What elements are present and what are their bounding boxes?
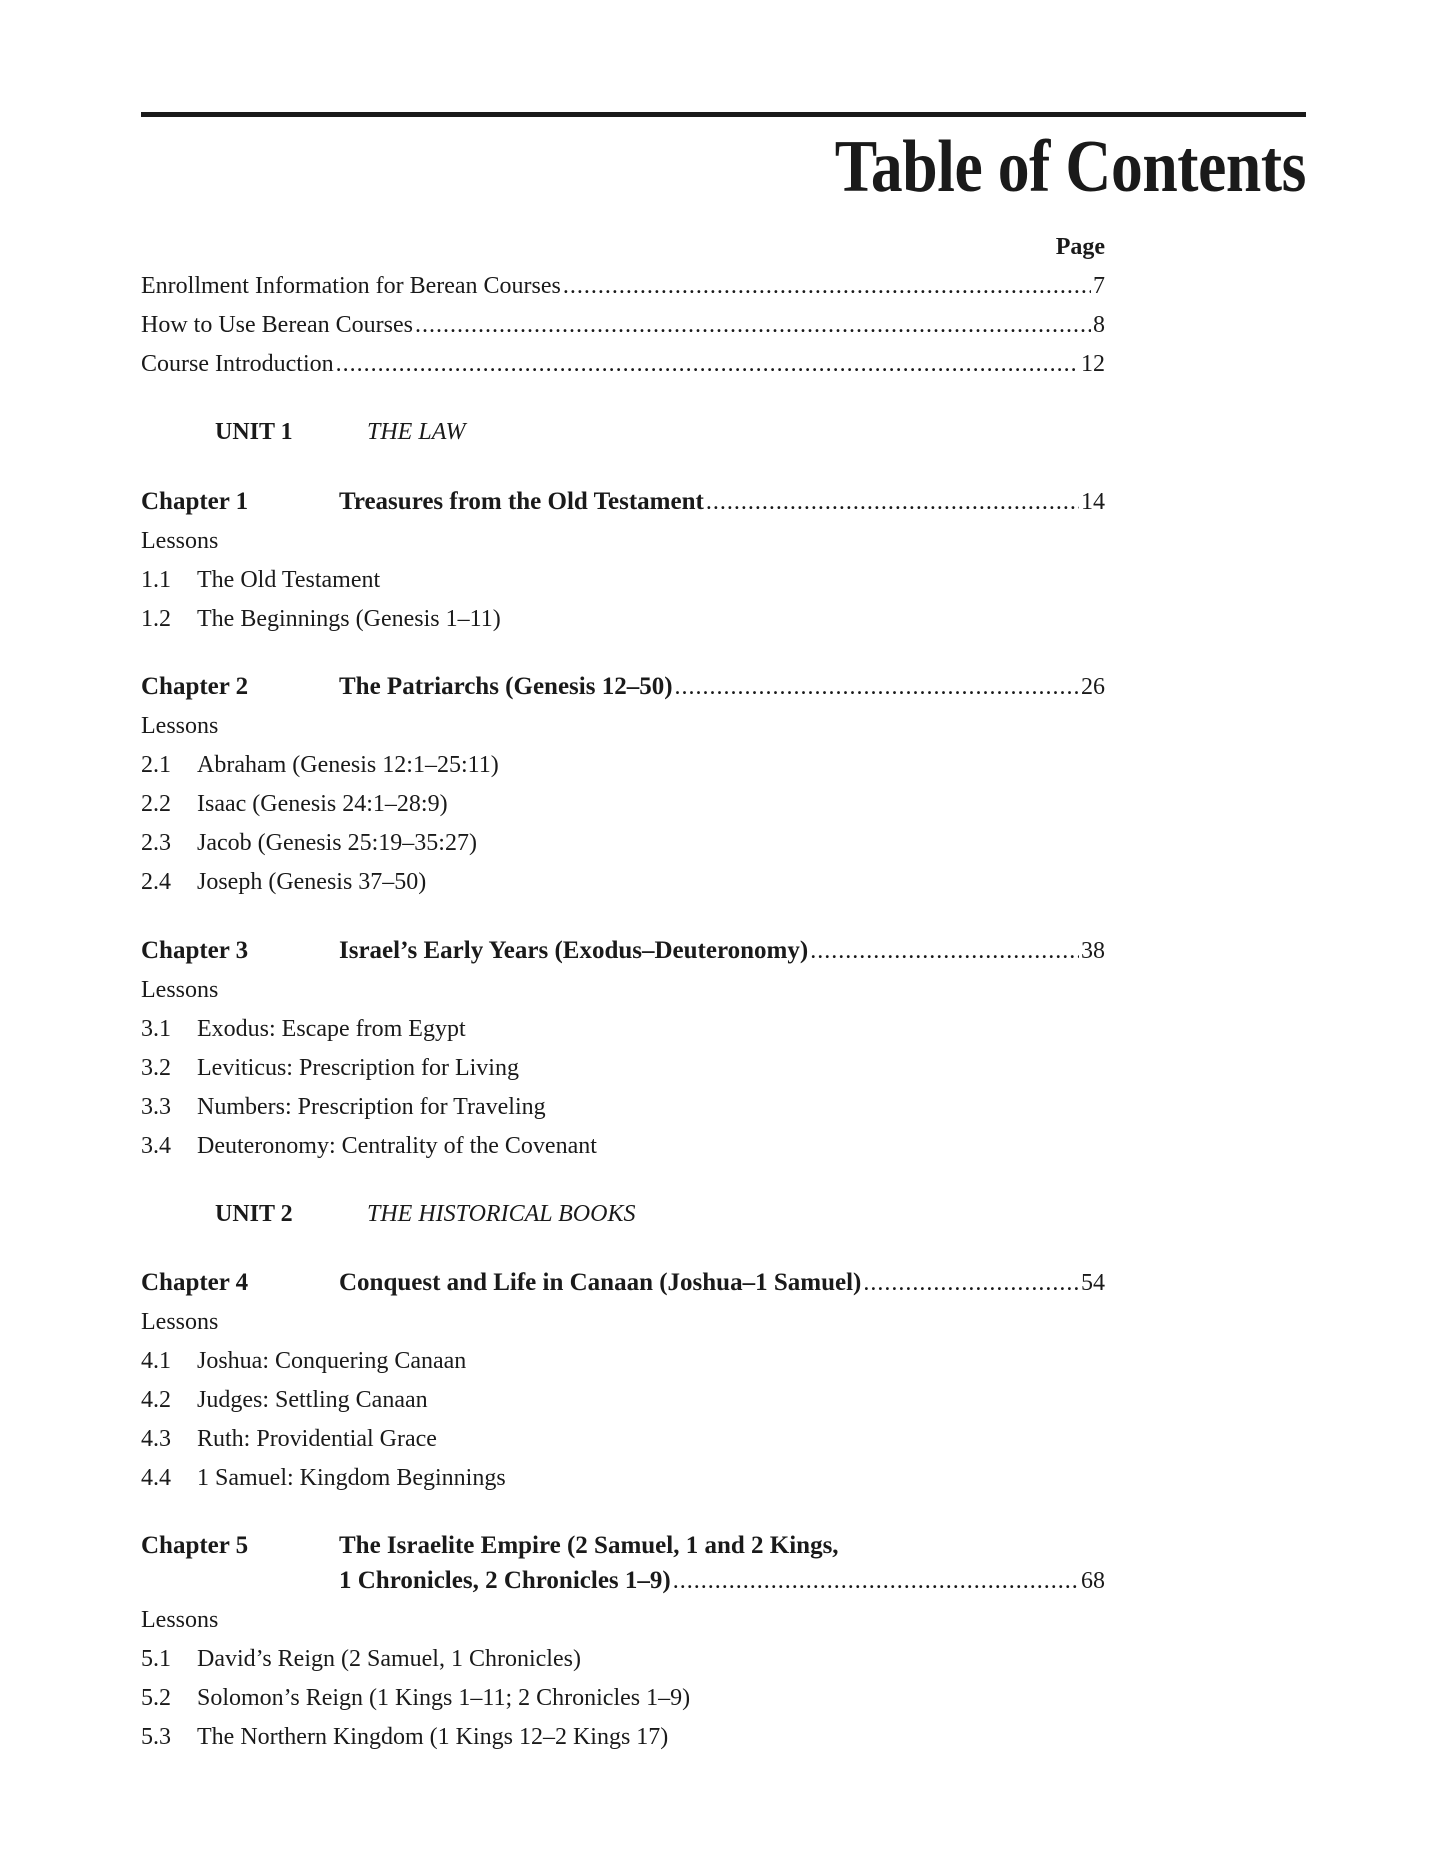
lesson-item bbox=[141, 1462, 506, 1494]
lesson-item bbox=[141, 1384, 428, 1416]
chapter-page: 68 bbox=[1081, 1568, 1105, 1594]
dot-leader bbox=[675, 671, 1079, 703]
chapter-entry[interactable] bbox=[141, 935, 1105, 967]
chapter-title: Israel’s Early Years (Exodus–Deuteronomy) bbox=[339, 937, 809, 964]
lesson-item bbox=[141, 1345, 466, 1377]
unit-label: UNIT 2 bbox=[215, 1201, 293, 1227]
lesson-title: 1 Samuel: Kingdom Beginnings bbox=[197, 1465, 506, 1491]
chapter-title-line-2 bbox=[339, 1565, 1105, 1597]
lesson-number: 4.4 bbox=[141, 1465, 171, 1491]
lesson-title: Ruth: Providential Grace bbox=[197, 1426, 437, 1452]
unit-heading bbox=[215, 416, 465, 448]
chapter-label: Chapter 3 bbox=[141, 937, 249, 964]
toc-entry[interactable] bbox=[141, 348, 1105, 380]
lessons-heading: Lessons bbox=[141, 528, 219, 554]
lesson-title: Jacob (Genesis 25:19–35:27) bbox=[197, 830, 477, 856]
chapter-title-line bbox=[339, 935, 1105, 967]
page-column-label: Page bbox=[1055, 234, 1105, 260]
chapter-page: 14 bbox=[1081, 489, 1105, 515]
lesson-item bbox=[141, 1091, 546, 1123]
dot-leader bbox=[563, 270, 1091, 302]
lesson-title: Numbers: Prescription for Traveling bbox=[197, 1094, 546, 1120]
chapter-label: Chapter 2 bbox=[141, 673, 249, 700]
lesson-item bbox=[141, 788, 448, 820]
lesson-title: Exodus: Escape from Egypt bbox=[197, 1016, 466, 1042]
chapter-entry[interactable] bbox=[141, 1267, 1105, 1299]
lessons-heading: Lessons bbox=[141, 977, 219, 1003]
chapter-label: Chapter 4 bbox=[141, 1269, 249, 1296]
lesson-number: 2.3 bbox=[141, 830, 171, 856]
lesson-number: 4.2 bbox=[141, 1387, 171, 1413]
dot-leader bbox=[336, 348, 1079, 380]
lesson-item bbox=[141, 1130, 597, 1162]
lesson-item bbox=[141, 1721, 668, 1753]
lesson-item bbox=[141, 1013, 466, 1045]
chapter-entry-continued[interactable] bbox=[141, 1565, 1105, 1597]
lesson-item bbox=[141, 827, 477, 859]
lesson-number: 5.1 bbox=[141, 1646, 171, 1672]
dot-leader bbox=[810, 935, 1079, 967]
lesson-number: 3.1 bbox=[141, 1016, 171, 1042]
chapter-page: 26 bbox=[1081, 674, 1105, 700]
lesson-title: The Beginnings (Genesis 1–11) bbox=[197, 606, 501, 632]
unit-name: THE HISTORICAL BOOKS bbox=[367, 1201, 636, 1227]
chapter-title: Treasures from the Old Testament bbox=[339, 488, 704, 515]
unit-label: UNIT 1 bbox=[215, 419, 293, 445]
toc-entry[interactable] bbox=[141, 270, 1105, 302]
dot-leader bbox=[673, 1565, 1079, 1597]
lesson-number: 2.4 bbox=[141, 869, 171, 895]
chapter-label: Chapter 1 bbox=[141, 488, 249, 515]
lesson-title: Abraham (Genesis 12:1–25:11) bbox=[197, 752, 499, 778]
lesson-item bbox=[141, 1052, 519, 1084]
lessons-heading: Lessons bbox=[141, 1607, 219, 1633]
lesson-number: 5.3 bbox=[141, 1724, 171, 1750]
toc-entry[interactable] bbox=[141, 309, 1105, 341]
lesson-title: Judges: Settling Canaan bbox=[197, 1387, 428, 1413]
lesson-title: The Old Testament bbox=[197, 567, 381, 593]
lesson-item bbox=[141, 749, 499, 781]
lesson-number: 5.2 bbox=[141, 1685, 171, 1711]
lesson-item bbox=[141, 1423, 437, 1455]
entry-page: 7 bbox=[1093, 273, 1105, 299]
lesson-number: 3.2 bbox=[141, 1055, 171, 1081]
chapter-title: 1 Chronicles, 2 Chronicles 1–9) bbox=[339, 1567, 671, 1594]
entry-page: 8 bbox=[1093, 312, 1105, 338]
lesson-item bbox=[141, 1682, 690, 1714]
lessons-heading: Lessons bbox=[141, 713, 219, 739]
unit-name: THE LAW bbox=[367, 419, 466, 445]
lesson-item bbox=[141, 564, 380, 596]
lesson-number: 1.2 bbox=[141, 606, 171, 632]
chapter-entry[interactable] bbox=[141, 486, 1105, 518]
lesson-title: Deuteronomy: Centrality of the Covenant bbox=[197, 1133, 597, 1159]
chapter-page: 54 bbox=[1081, 1270, 1105, 1296]
chapter-entry[interactable] bbox=[141, 671, 1105, 703]
chapter-title-line bbox=[339, 671, 1105, 703]
dot-leader bbox=[706, 486, 1079, 518]
lesson-number: 2.2 bbox=[141, 791, 171, 817]
lesson-number: 4.1 bbox=[141, 1348, 171, 1374]
dot-leader bbox=[863, 1267, 1079, 1299]
lesson-number: 3.3 bbox=[141, 1094, 171, 1120]
lesson-number: 1.1 bbox=[141, 567, 171, 593]
chapter-title: The Patriarchs (Genesis 12–50) bbox=[339, 673, 673, 700]
entry-title: Enrollment Information for Berean Courses bbox=[141, 273, 561, 299]
lesson-title: The Northern Kingdom (1 Kings 12–2 Kings 17) bbox=[197, 1724, 669, 1750]
lesson-title: Leviticus: Prescription for Living bbox=[197, 1055, 519, 1081]
lesson-title: Joseph (Genesis 37–50) bbox=[197, 869, 427, 895]
lesson-item bbox=[141, 603, 501, 635]
chapter-title: Conquest and Life in Canaan (Joshua–1 Samuel) bbox=[339, 1269, 862, 1296]
chapter-label: Chapter 5 bbox=[141, 1532, 249, 1559]
page-title: Table of Contents bbox=[834, 126, 1306, 208]
lesson-title: Solomon’s Reign (1 Kings 1–11; 2 Chronicles 1–9) bbox=[197, 1685, 691, 1711]
lesson-title: David’s Reign (2 Samuel, 1 Chronicles) bbox=[197, 1646, 581, 1672]
chapter-title-line bbox=[339, 486, 1105, 518]
lesson-title: Isaac (Genesis 24:1–28:9) bbox=[197, 791, 448, 817]
entry-title: Course Introduction bbox=[141, 351, 334, 377]
lesson-number: 3.4 bbox=[141, 1133, 171, 1159]
chapter-page: 38 bbox=[1081, 938, 1105, 964]
lessons-heading: Lessons bbox=[141, 1309, 219, 1335]
lesson-item bbox=[141, 866, 426, 898]
lesson-title: Joshua: Conquering Canaan bbox=[197, 1348, 467, 1374]
unit-heading bbox=[215, 1198, 635, 1230]
lesson-number: 4.3 bbox=[141, 1426, 171, 1452]
lesson-item bbox=[141, 1643, 581, 1675]
entry-page: 12 bbox=[1081, 351, 1105, 377]
dot-leader bbox=[415, 309, 1091, 341]
entry-title: How to Use Berean Courses bbox=[141, 312, 413, 338]
chapter-title-line-1: The Israelite Empire (2 Samuel, 1 and 2 Kings, bbox=[339, 1532, 839, 1559]
top-rule bbox=[141, 112, 1306, 117]
chapter-title-line bbox=[339, 1267, 1105, 1299]
lesson-number: 2.1 bbox=[141, 752, 171, 778]
